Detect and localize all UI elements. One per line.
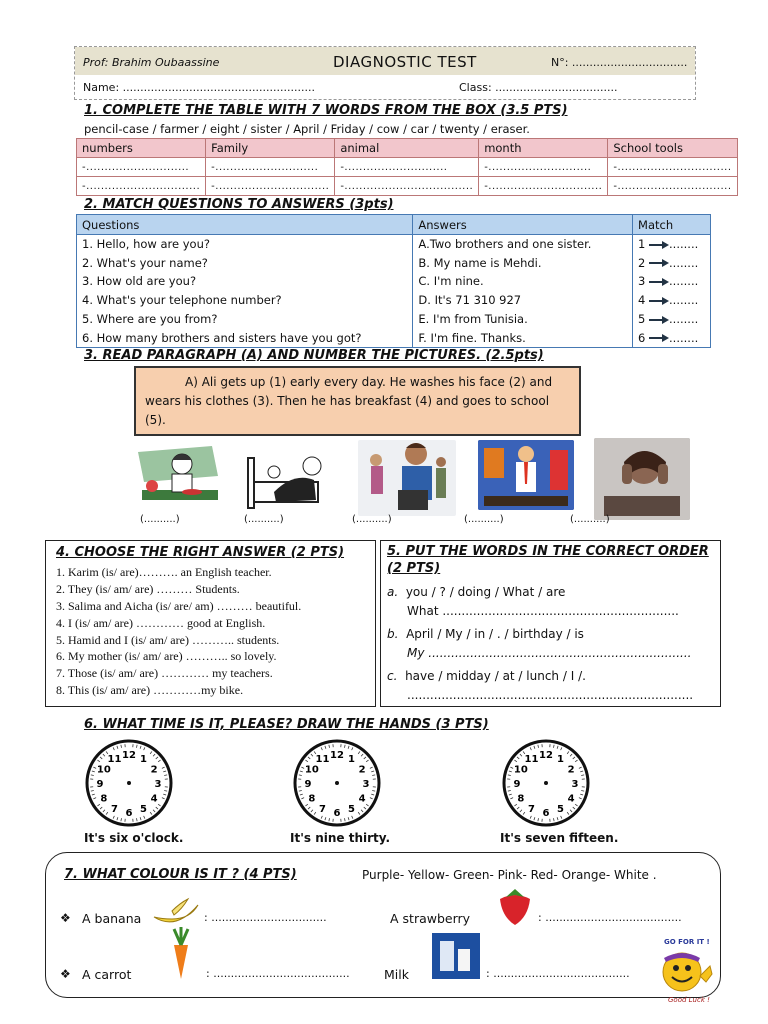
clock-number: 8 xyxy=(100,793,108,805)
clock-number: 3 xyxy=(571,779,579,790)
section7-box xyxy=(45,852,721,998)
diamond-bullet-icon: ❖ xyxy=(60,967,71,981)
table-row xyxy=(77,310,711,329)
class-field[interactable]: Class: ................................... xyxy=(459,81,618,94)
match-cell[interactable]: 3 ........ xyxy=(633,272,711,291)
list-item[interactable]: 6. My mother (is/ am/ are) ……….. so lovely. xyxy=(56,649,277,664)
table-row xyxy=(77,291,711,310)
blank-cell[interactable]: -................................... xyxy=(335,177,479,196)
clock-number: 6 xyxy=(125,808,133,819)
clock-number: 2 xyxy=(358,764,366,776)
reading-paragraph: A) Ali gets up (1) early every day. He washes his face (2) and wears his clothes (3). Then he has breakfast (4) and goes to school (5). xyxy=(134,366,581,436)
answer-line[interactable]: My ..................................................................... xyxy=(407,646,692,660)
arrow-icon xyxy=(649,259,669,267)
scrambled-words: have / midday / at / lunch / I /. xyxy=(405,669,586,683)
header xyxy=(74,46,696,100)
clock-number: 8 xyxy=(517,793,525,805)
good-luck-smiley xyxy=(646,938,728,1008)
picture-label[interactable]: (..........) xyxy=(570,514,610,525)
name-field[interactable]: Name: ....................................................... xyxy=(83,81,315,94)
answer: F. I'm fine. Thanks. xyxy=(413,328,633,347)
clock-number: 3 xyxy=(154,779,162,790)
clock-number: 4 xyxy=(150,793,158,805)
scrambled-words: you / ? / doing / What / are xyxy=(405,585,566,599)
clock-label: It's seven fifteen. xyxy=(500,831,619,845)
clock-number: 7 xyxy=(528,804,535,816)
answer-line[interactable]: ........................................................................... xyxy=(407,688,694,702)
clock-number: 5 xyxy=(348,804,355,816)
clock-face[interactable] xyxy=(292,738,382,828)
section3-title: 3. READ PARAGRAPH (A) AND NUMBER THE PICTURES. (2.5pts) xyxy=(84,348,544,363)
good-luck-text: Good Luck ! xyxy=(668,996,710,1004)
clock-number: 9 xyxy=(513,779,521,790)
strawberry-image xyxy=(492,887,538,927)
clock-number: 5 xyxy=(140,804,147,816)
milk-answer[interactable]: : ....................................... xyxy=(486,967,630,980)
banana-image xyxy=(150,897,202,929)
school-picture xyxy=(358,440,456,516)
clock-number: 11 xyxy=(315,753,330,765)
picture-label[interactable]: (..........) xyxy=(244,514,284,525)
clock-number: 9 xyxy=(96,779,104,790)
col-questions: Questions xyxy=(77,215,413,235)
clock-face[interactable] xyxy=(501,738,591,828)
table-row xyxy=(77,328,711,347)
col-school-tools: School tools xyxy=(608,139,737,158)
section5-title: 5. PUT THE WORDS IN THE CORRECT ORDER (2 PTS) xyxy=(387,544,709,576)
clock-number: 11 xyxy=(107,753,122,765)
words-table xyxy=(76,138,738,196)
answer: D. It's 71 310 927 xyxy=(413,291,633,310)
match-cell[interactable]: 1 ........ xyxy=(633,235,711,254)
answer: B. My name is Mehdi. xyxy=(413,253,633,272)
clock-number: 8 xyxy=(308,793,316,805)
col-animal: animal xyxy=(335,139,479,158)
arrow-icon xyxy=(649,297,669,305)
section2-title: 2. MATCH QUESTIONS TO ANSWERS (3pts) xyxy=(84,197,394,212)
blank-cell[interactable]: -............................ xyxy=(479,158,608,177)
strawberry-label: A strawberry xyxy=(390,911,471,926)
answer: A.Two brothers and one sister. xyxy=(413,235,633,254)
list-item[interactable]: 8. This (is/ am/ are) …………my bike. xyxy=(56,683,244,698)
col-month: month xyxy=(479,139,608,158)
section4-box xyxy=(45,540,376,707)
clock-number: 6 xyxy=(333,808,341,819)
clock-number: 5 xyxy=(557,804,564,816)
smiley-icon xyxy=(652,948,716,996)
clock-number: 4 xyxy=(358,793,366,805)
teacher-name: Prof: Brahim Oubaassine xyxy=(83,56,220,69)
banana-answer[interactable]: : ................................. xyxy=(204,911,327,924)
table-row xyxy=(77,253,711,272)
word-box: pencil-case / farmer / eight / sister / April / Friday / cow / car / twenty / eraser. xyxy=(84,122,530,136)
item-label: c. xyxy=(387,669,398,683)
clock-number: 1 xyxy=(140,753,147,765)
page-title: DIAGNOSTIC TEST xyxy=(333,53,477,71)
question: 3. How old are you? xyxy=(77,272,413,291)
match-cell[interactable]: 2 ........ xyxy=(633,253,711,272)
question: 6. How many brothers and sisters have you got? xyxy=(77,328,413,347)
clock-label: It's nine thirty. xyxy=(290,831,391,845)
clock-number: 4 xyxy=(567,793,575,805)
table-row xyxy=(77,272,711,291)
picture-label[interactable]: (..........) xyxy=(464,514,504,525)
blank-cell[interactable]: -............................... xyxy=(77,177,206,196)
section6-title: 6. WHAT TIME IS IT, PLEASE? DRAW THE HANDS (3 PTS) xyxy=(84,717,489,732)
clock-number: 10 xyxy=(96,764,111,776)
clock-number: 12 xyxy=(122,750,136,761)
clock-number: 2 xyxy=(567,764,575,776)
gets-up-picture xyxy=(244,452,332,514)
carrot-image xyxy=(164,927,198,981)
blank-cell[interactable]: -............................... xyxy=(608,158,737,177)
milk-image xyxy=(432,933,480,979)
list-item[interactable]: 4. I (is/ am/ are) ………… good at English. xyxy=(56,615,266,630)
list-item[interactable]: 2. They (is/ am/ are) ……… Students. xyxy=(56,581,240,596)
question: 4. What's your telephone number? xyxy=(77,291,413,310)
section1-title: 1. COMPLETE THE TABLE WITH 7 WORDS FROM THE BOX (3.5 PTS) xyxy=(84,103,568,118)
blank-cell[interactable]: -............................... xyxy=(206,177,335,196)
picture-label[interactable]: (..........) xyxy=(352,514,392,525)
table-row xyxy=(77,235,711,254)
blank-cell[interactable]: -............................ xyxy=(206,158,335,177)
arrow-icon xyxy=(649,278,669,286)
clock-label: It's six o'clock. xyxy=(84,831,184,845)
section4-title: 4. CHOOSE THE RIGHT ANSWER (2 PTS) xyxy=(56,545,345,560)
question: 1. Hello, how are you? xyxy=(77,235,413,254)
clock-number: 9 xyxy=(304,779,312,790)
question: 2. What's your name? xyxy=(77,253,413,272)
section7-title: 7. WHAT COLOUR IS IT ? (4 PTS) xyxy=(64,867,297,882)
clock-number: 7 xyxy=(319,804,326,816)
arrow-icon xyxy=(649,334,669,342)
list-item[interactable]: 7. Those (is/ am/ are) ………… my teachers. xyxy=(56,666,273,681)
carrot-answer[interactable]: : ....................................... xyxy=(206,967,350,980)
clock-number: 3 xyxy=(362,779,370,790)
clock-number: 10 xyxy=(304,764,319,776)
match-cell[interactable]: 5 ........ xyxy=(633,310,711,329)
clock-center xyxy=(127,781,131,785)
wears-clothes-picture xyxy=(478,440,574,510)
clock-number: 2 xyxy=(150,764,158,776)
clock-number: 1 xyxy=(348,753,355,765)
clock-face[interactable] xyxy=(84,738,174,828)
clock-number: 12 xyxy=(539,750,553,761)
clock-number: 7 xyxy=(111,804,118,816)
arrow-icon xyxy=(649,316,669,324)
section5-box xyxy=(380,540,721,707)
answer: E. I'm from Tunisia. xyxy=(413,310,633,329)
match-cell[interactable]: 6 ........ xyxy=(633,328,711,347)
col-family: Family xyxy=(206,139,335,158)
picture-label[interactable]: (..........) xyxy=(140,514,180,525)
col-numbers: numbers xyxy=(77,139,206,158)
col-answers: Answers xyxy=(413,215,633,235)
number-field[interactable]: N°: ................................. xyxy=(551,56,688,69)
answer-line[interactable]: What .............................................................. xyxy=(407,604,679,618)
col-match: Match xyxy=(633,215,711,235)
washes-face-picture xyxy=(594,438,690,520)
milk-label: Milk xyxy=(384,967,409,982)
clock-number: 6 xyxy=(542,808,550,819)
arrow-icon xyxy=(649,241,669,249)
clock-center xyxy=(544,781,548,785)
list-item[interactable]: 1. Karim (is/ are)………. an English teacher. xyxy=(56,565,272,579)
clock-number: 10 xyxy=(513,764,528,776)
match-table xyxy=(76,214,711,348)
list-item[interactable]: 3. Salima and Aicha (is/ are/ am) ……… beautiful. xyxy=(56,598,302,613)
colour-list: Purple- Yellow- Green- Pink- Red- Orange- White . xyxy=(362,868,657,882)
list-item[interactable]: 5. Hamid and I (is/ am/ are) ……….. students. xyxy=(56,632,280,647)
blank-cell[interactable]: -............................ xyxy=(335,158,479,177)
clock-number: 12 xyxy=(330,750,344,761)
breakfast-picture xyxy=(132,446,222,512)
go-for-it-text: GO FOR IT ! xyxy=(664,938,710,946)
diamond-bullet-icon: ❖ xyxy=(60,911,71,925)
item-label: a. xyxy=(387,585,399,599)
clock-number: 1 xyxy=(557,753,564,765)
scrambled-words: April / My / in / . / birthday / is xyxy=(406,627,584,641)
strawberry-answer[interactable]: : ....................................... xyxy=(538,911,682,924)
match-cell[interactable]: 4 ........ xyxy=(633,291,711,310)
answer: C. I'm nine. xyxy=(413,272,633,291)
blank-cell[interactable]: -............................... xyxy=(479,177,608,196)
clock-number: 11 xyxy=(524,753,539,765)
blank-cell[interactable]: -............................... xyxy=(608,177,737,196)
clock-center xyxy=(335,781,339,785)
blank-cell[interactable]: -............................ xyxy=(77,158,206,177)
question: 5. Where are you from? xyxy=(77,310,413,329)
choose-list xyxy=(56,565,301,700)
carrot-label: A carrot xyxy=(82,967,132,982)
banana-label: A banana xyxy=(82,911,142,926)
item-label: b. xyxy=(387,627,399,641)
